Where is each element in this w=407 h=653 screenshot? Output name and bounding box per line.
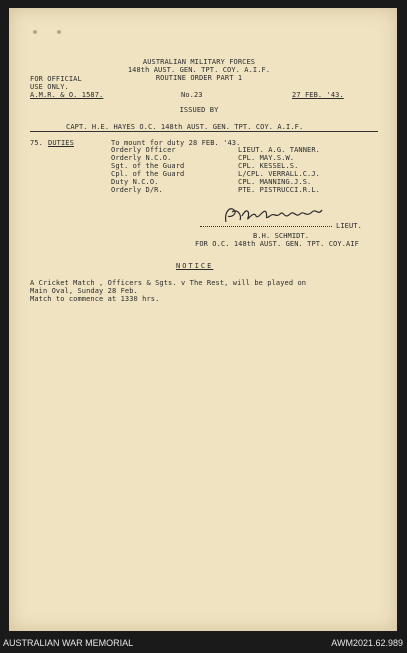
duties-heading: DUTIES bbox=[48, 139, 74, 147]
signature-name: B.H. SCHMIDT. bbox=[253, 232, 310, 240]
duty-role: Orderly Officer bbox=[111, 146, 176, 154]
duty-role: Orderly D/R. bbox=[111, 186, 163, 194]
unit-title: 148th AUST. GEN. TPT. COY. A.I.F. bbox=[127, 66, 271, 74]
duty-role: Sgt. of the Guard bbox=[111, 162, 185, 170]
reference-label: A.M.R. & O. 1587. bbox=[30, 91, 104, 99]
duty-name: CPL. KESSEL.S. bbox=[238, 162, 299, 170]
duty-role: Cpl. of the Guard bbox=[111, 170, 185, 178]
punch-hole bbox=[57, 30, 61, 34]
routine-order-title: ROUTINE ORDER PART 1 bbox=[155, 74, 243, 82]
for-official-label: FOR OFFICIAL bbox=[30, 75, 82, 83]
document-page bbox=[9, 8, 397, 631]
handwritten-signature bbox=[220, 202, 330, 228]
duty-role: Duty N.C.O. bbox=[111, 178, 159, 186]
duties-intro: To mount for duty 28 FEB. '43. bbox=[111, 139, 241, 147]
duty-name: LIEUT. A.G. TANNER. bbox=[238, 146, 320, 154]
header-rule bbox=[30, 131, 378, 132]
signature-rank: LIEUT. bbox=[336, 222, 362, 230]
punch-hole bbox=[33, 30, 37, 34]
notice-title: NOTICE bbox=[176, 262, 214, 270]
order-number: No.23 bbox=[181, 91, 203, 99]
issued-by-label: ISSUED BY bbox=[179, 106, 219, 114]
order-date: 27 FEB. '43. bbox=[292, 91, 344, 99]
notice-line: Match to commence at 1330 hrs. bbox=[30, 295, 160, 303]
signature-line bbox=[200, 226, 332, 227]
item-number: 75. bbox=[30, 139, 43, 147]
signature-for-line: FOR O.C. 148th AUST. GEN. TPT. COY.AIF bbox=[195, 240, 359, 248]
duty-name: PTE. PISTRUCCI.R.L. bbox=[238, 186, 320, 194]
notice-line: Main Oval, Sunday 28 Feb. bbox=[30, 287, 138, 295]
archive-name: AUSTRALIAN WAR MEMORIAL bbox=[3, 638, 134, 648]
issuer-line: CAPT. H.E. HAYES O.C. 148th AUST. GEN. TPT. COY. A.I.F. bbox=[66, 123, 304, 131]
notice-line: A Cricket Match , Officers & Sgts. v The Rest, will be played on bbox=[30, 279, 307, 287]
duty-name: CPL. MANNING.J.S. bbox=[238, 178, 312, 186]
use-only-label: USE ONLY. bbox=[30, 83, 69, 91]
duty-name: CPL. MAY.S.W. bbox=[238, 154, 295, 162]
archive-id: AWM2021.62.989 bbox=[331, 638, 403, 648]
duty-name: L/CPL. VERRALL.C.J. bbox=[238, 170, 320, 178]
duty-role: Orderly N.C.O. bbox=[111, 154, 172, 162]
archive-footer bbox=[0, 634, 407, 653]
org-title: AUSTRALIAN MILITARY FORCES bbox=[142, 58, 256, 66]
